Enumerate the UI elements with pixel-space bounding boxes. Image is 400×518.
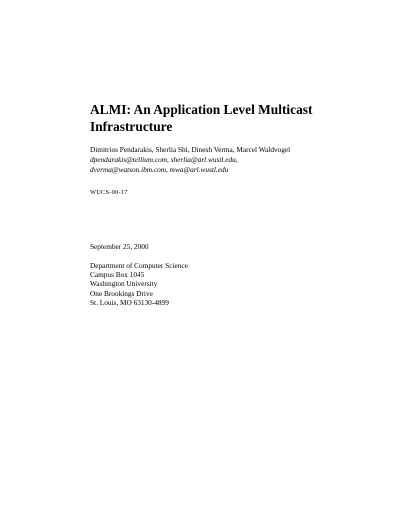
address-city: St. Louis, MO 63130-4899 [90,297,169,307]
author-block [90,145,380,175]
author-names: Dimitrios Pendarakis, Sherlia Shi, Dinesh Verma, Marcel Waldvogel [90,145,291,154]
author-emails [90,155,380,175]
address-department: Department of Computer Science [90,261,188,270]
address-campus-box: Campus Box 1045 [90,270,145,280]
address-university: Washington University [90,279,158,289]
paper-title-line-2: Infrastructure [90,119,173,134]
email-line-1: dpendarakis@tellium.com, sherlia@arl.wustl.edu, [90,155,238,164]
email-line-2: dverma@watson.ibm.com, mwa@arl.wustl.edu [90,165,229,174]
title-page-content [90,101,380,307]
report-number-text: WUCS-00-17 [90,189,128,196]
report-number [90,189,380,197]
paper-title [90,101,380,135]
institution-address [90,261,380,307]
address-street: One Brookings Drive [90,288,153,298]
publication-date: September 25, 2000 [90,242,149,251]
paper-title-line-1: ALMI: An Application Level Multicast [90,102,313,117]
